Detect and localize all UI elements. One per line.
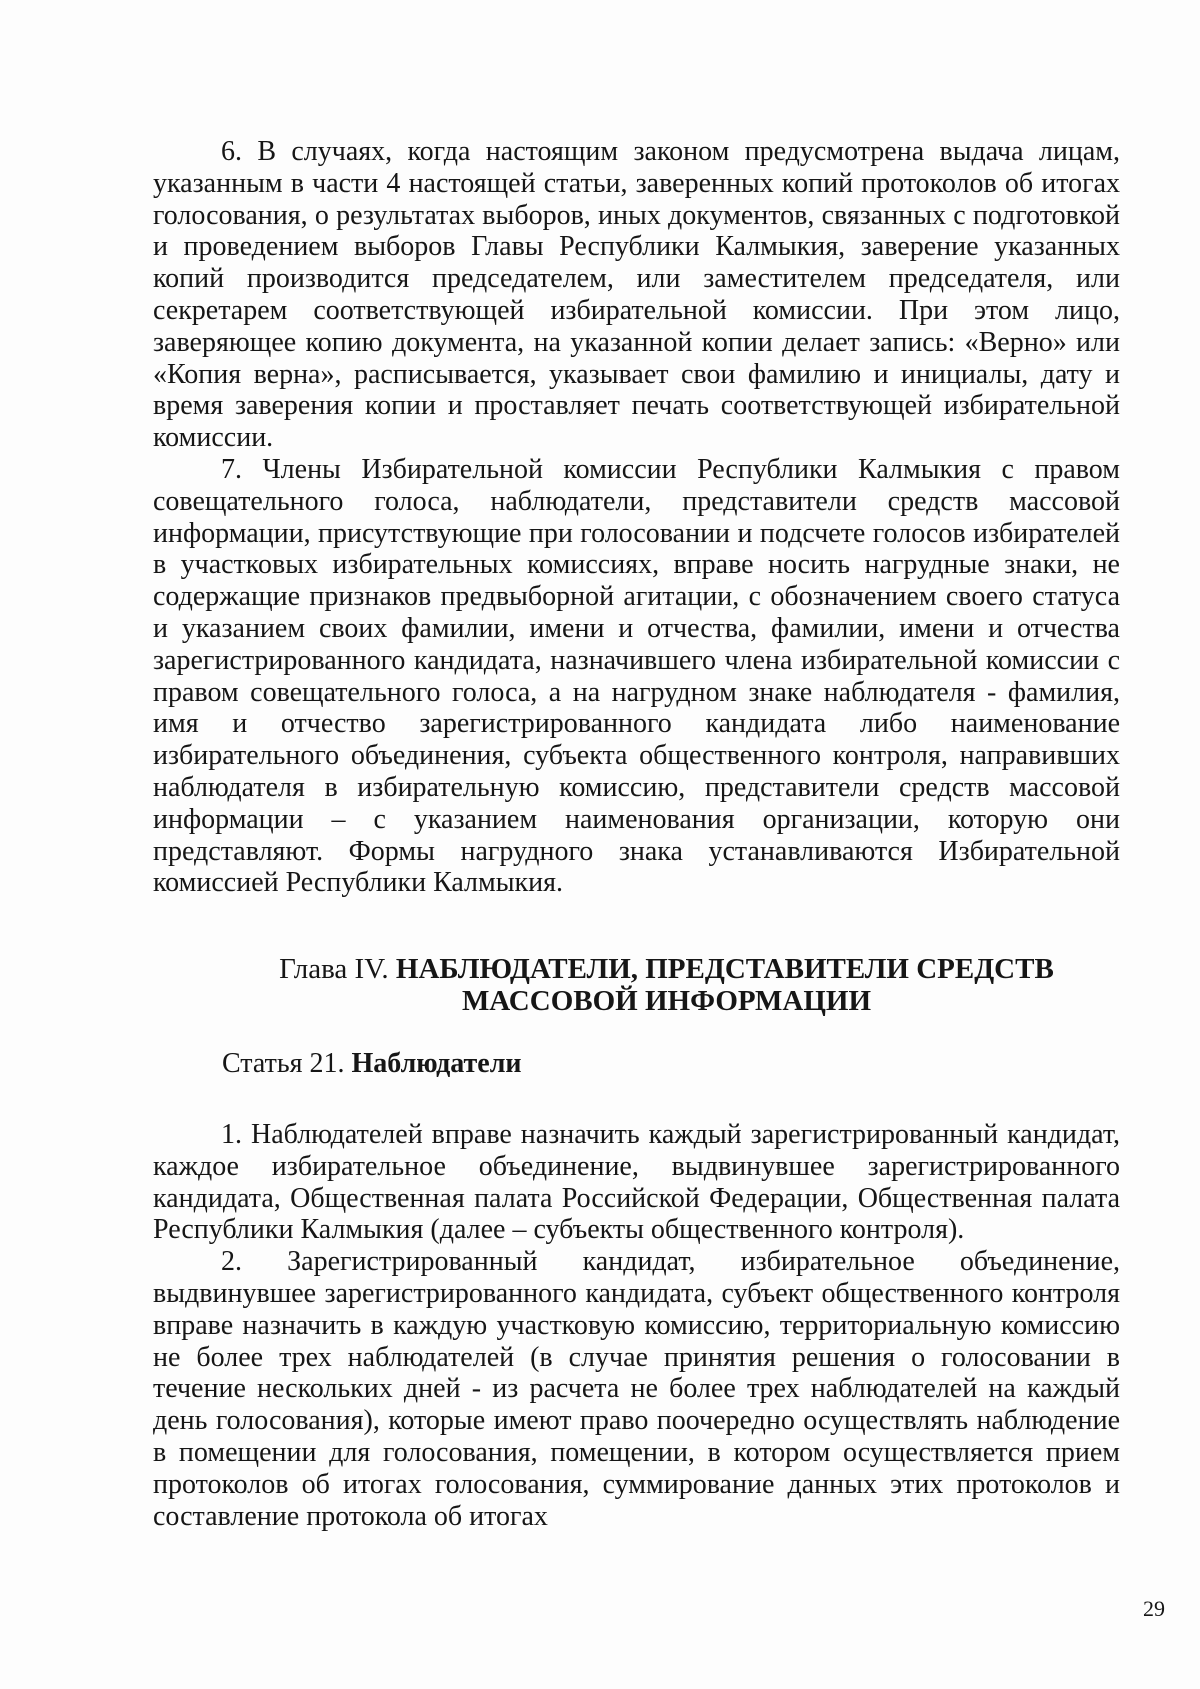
article-title: Наблюдатели [351, 1048, 522, 1079]
article-21-paragraph-2: 2. Зарегистрированный кандидат, избирательное объединение, выдвинувшее зарегистрированного кандидата, субъект общественного контроля вправе назначить в каждую участковую комиссию, территориальную комиссию не более трех наблюдателей (в случае принятия решения о голосовании в течение нескольких дней - из расчета не более трех наблюдателей на каждый день голосования), которые имеют право поочередно осуществлять наблюдение в помещении для голосования, помещении, в котором осуществляется прием протоколов об итогах голосования, суммирование данных этих протоколов и составление протокола об итогах [153, 1246, 1120, 1532]
page-number: 29 [1143, 1596, 1165, 1621]
paragraph-6: 6. В случаях, когда настоящим законом предусмотрена выдача лицам, указанным в части 4 настоящей статьи, заверенных копий протоколов об итогах голосования, о результатах выборов, иных документов, связанных с подготовкой и проведением выборов Главы Республики Калмыкия, заверение указанных копий производится председателем, или заместителем председателя, или секретарем соответствующей избирательной комиссии. При этом лицо, заверяющее копию документа, на указанной копии делает запись: «Верно» или «Копия верна», расписывается, указывает свои фамилию и инициалы, дату и время заверения копии и проставляет печать соответствующей избирательной комиссии. [153, 136, 1120, 454]
chapter-title-part-1: НАБЛЮДАТЕЛИ, ПРЕДСТАВИТЕЛИ СРЕДСТВ [395, 953, 1054, 985]
body-text-bottom [153, 1119, 1120, 1532]
article-21-paragraph-1: 1. Наблюдателей вправе назначить каждый зарегистрированный кандидат, каждое избирательное объединение, выдвинувшее зарегистрированного кандидата, Общественная палата Российской Федерации, Общественная палата Республики Калмыкия (далее – субъекты общественного контроля). [153, 1119, 1120, 1246]
chapter-heading [153, 953, 1120, 1017]
chapter-heading-line-1 [153, 953, 1120, 985]
article-number: Статья 21. [222, 1048, 352, 1079]
paragraph-7: 7. Члены Избирательной комиссии Республики Калмыкия с правом совещательного голоса, наблюдатели, представители средств массовой информации, присутствующие при голосовании и подсчете голосов избирателей в участковых избирательных комиссиях, вправе носить нагрудные знаки, не содержащие признаков предвыборной агитации, с обозначением своего статуса и указанием своих фамилии, имени и отчества, фамилии, имени и отчества зарегистрированного кандидата, назначившего члена избирательной комиссии с правом совещательного голоса, а на нагрудном знаке наблюдателя - фамилия, имя и отчество зарегистрированного кандидата либо наименование избирательного объединения, субъекта общественного контроля, направивших наблюдателя в избирательную комиссию, представители средств массовой информации – с указанием наименования организации, которую они представляют. Формы нагрудного знака устанавливаются Избирательной комиссией Республики Калмыкия. [153, 453, 1120, 899]
body-text-top [153, 136, 1120, 899]
article-heading [222, 1048, 522, 1080]
chapter-heading-line-2 [153, 985, 1120, 1017]
chapter-title-part-2: МАССОВОЙ ИНФОРМАЦИИ [461, 985, 872, 1017]
chapter-number: Глава IV. [279, 953, 396, 985]
